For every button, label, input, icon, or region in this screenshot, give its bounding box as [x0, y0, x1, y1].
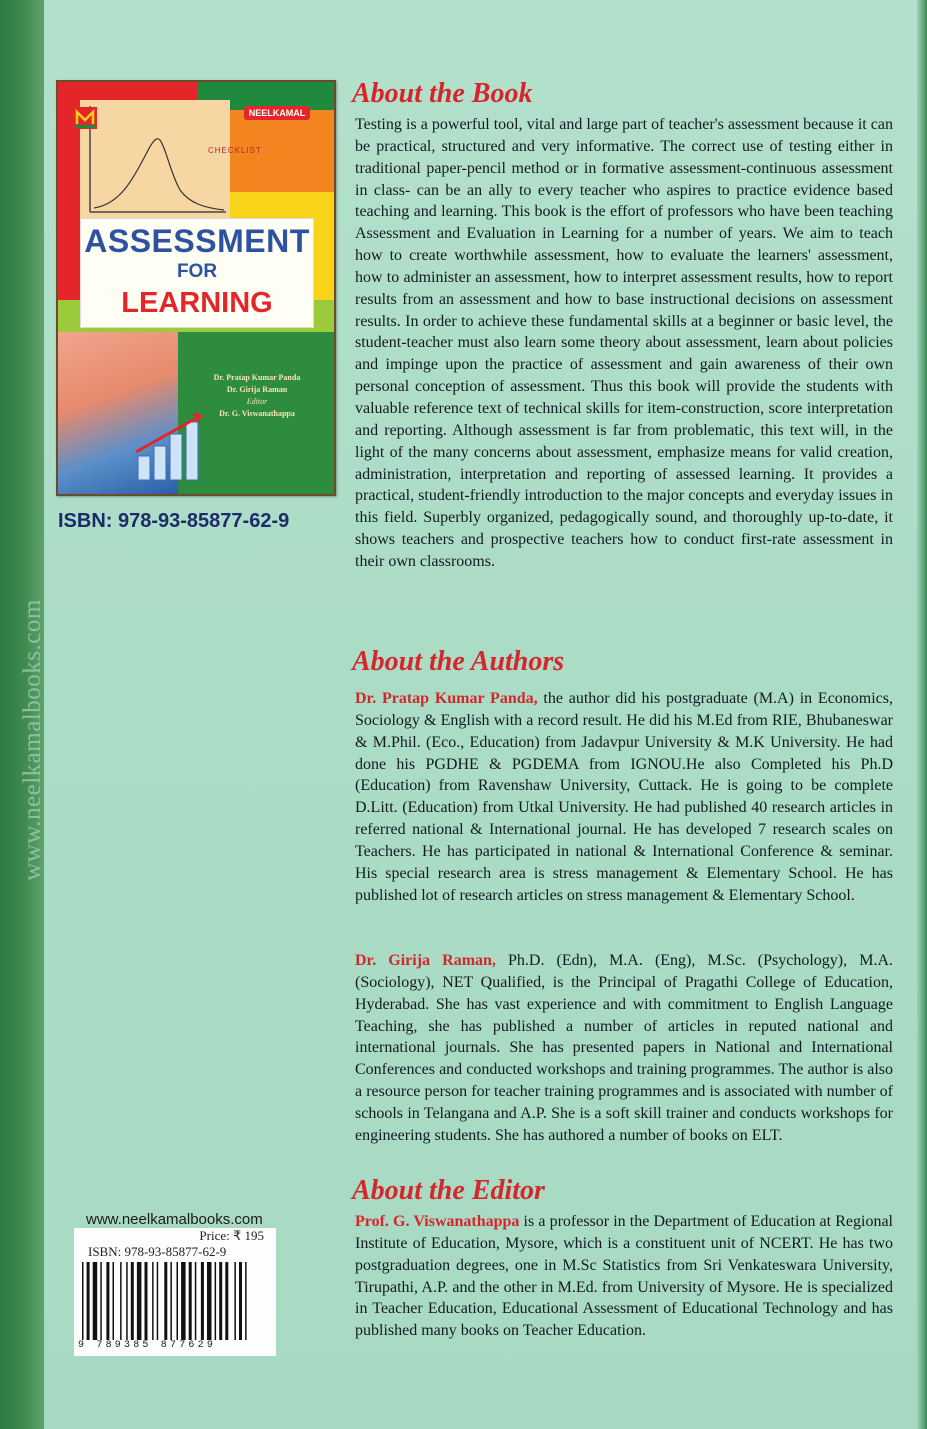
about-authors-heading: About the Authors [352, 646, 565, 677]
cover-checklist-label: CHECKLIST [208, 146, 262, 155]
barcode-stripe [145, 1262, 148, 1340]
barcode-isbn: ISBN: 978-93-85877-62-9 [88, 1244, 227, 1259]
barcode-graphic [80, 1262, 270, 1340]
cover-graph-panel [80, 100, 230, 220]
cover-title-box [80, 218, 314, 328]
barcode-stripe [234, 1262, 236, 1340]
author2-bio [355, 950, 893, 1147]
barcode-stripe [82, 1262, 84, 1340]
barcode-stripe [164, 1262, 167, 1340]
barcode-stripe [181, 1262, 186, 1340]
barcode-stripe [100, 1262, 102, 1340]
cover-title-line3: LEARNING [121, 287, 273, 319]
cover-title-line2: FOR [176, 261, 218, 282]
barcode-stripe [157, 1262, 159, 1340]
cover-author2: Dr. Girija Raman [226, 385, 288, 394]
barcode-digits: 9 789385 877629 [78, 1340, 217, 1351]
cover-title-line1: ASSESSMENT [84, 223, 310, 259]
isbn-large: ISBN: 978-93-85877-62-9 [58, 510, 290, 532]
cover-bar-graphic [134, 412, 214, 482]
barcode-stripe [215, 1262, 217, 1340]
editor-text: is a professor in the Department of Education at Regional Institute of Education, Mysore, which is a constituent unit of NCERT. He has two postgraduation degrees, one in M.Sc Statistics from Sri Venkateswara University, Tirupathi, A.P. and the other in M.Ed. from University of Mysore. He is specialized in Teacher Education, Educational Assessment of Educational Technology and has published many books on Teacher Education. [355, 1213, 893, 1340]
author1-name: Dr. Pratap Kumar Panda, [355, 690, 538, 707]
barcode-stripe [113, 1262, 115, 1340]
barcode-stripe [225, 1262, 228, 1340]
spine-website [18, 560, 48, 920]
barcode-stripe [131, 1262, 134, 1340]
spine-website-text: www.neelkamalbooks.com [19, 599, 47, 881]
barcode-stripe [239, 1262, 242, 1340]
author2-name: Dr. Girija Raman, [355, 952, 496, 969]
editor-name: Prof. G. Viswanathappa [355, 1213, 520, 1230]
publisher-badge: NEELKAMAL [244, 106, 310, 120]
barcode-stripe [93, 1262, 98, 1340]
barcode-stripe [189, 1262, 192, 1340]
barcode-stripe [170, 1262, 172, 1340]
barcode-stripe [219, 1262, 222, 1340]
publisher-logo-icon [72, 106, 98, 130]
author1-bio [355, 688, 893, 906]
cover-editor: Dr. G. Viswanathappa [219, 409, 295, 418]
cover-editor-label: Editor [246, 397, 268, 406]
about-editor-heading: About the Editor [352, 1175, 545, 1206]
barcode-stripe [245, 1262, 247, 1340]
barcode-stripe [201, 1262, 204, 1340]
cover-thumbnail [56, 80, 336, 496]
barcode-stripe [106, 1262, 109, 1340]
barcode-stripe [152, 1262, 154, 1340]
barcode-stripe [120, 1262, 122, 1340]
barcode-stripe [87, 1262, 90, 1340]
barcode-stripe [177, 1262, 179, 1340]
barcode-stripe [195, 1262, 197, 1340]
author1-text: the author did his postgraduate (M.A) in Economics, Sociology & English with a record result. He did his M.Ed from RIE, Bhubaneswar & M.Phil. (Eco., Education) from Jadavpur University & M.K University. He had done his PGDHE & PGDEMA from IGNOU.He also Completed his Ph.D (Education) from Ravenshaw University, Cuttack. He is going to be complete D.Litt. (Education) from Utkal University. He had published 40 research articles in referred national & International journal. He has developed 7 research scales on Teachers. He has participated in national & International Conference & seminar. His special research area is stress management & Elementary School. He has published lot of research articles on stress management & Elementary School. [355, 690, 894, 904]
barcode-website: www.neelkamalbooks.com [86, 1211, 263, 1228]
about-book-heading: About the Book [352, 78, 533, 109]
barcode-stripe [207, 1262, 212, 1340]
cover-author1: Dr. Pratap Kumar Panda [213, 373, 301, 382]
right-edge-strip [917, 0, 927, 1429]
barcode-price: Price: ₹ 195 [199, 1228, 264, 1243]
editor-bio [355, 1211, 893, 1342]
barcode-stripe [137, 1262, 142, 1340]
about-book-text: Testing is a powerful tool, vital and large part of teacher's assessment because it can be practical, structured and very informative. The correct use of testing either in traditional paper-pencil method or in formative assessment-continuous assessment in class- can be an ally to every teacher who aspires to practice evidence based teaching and learning. This book is the effort of professors who have been teaching Assessment and Evaluation in Learning for a number of years. We aim to teach how to create worthwhile assessment, how to evaluate the learners' assessment, how to administer an assessment, how to interpret assessment results, how to report results from an assessment and how to base instructional decisions on assessment results. In order to achieve these fundamental skills at a beginner or basic level, the student-teacher must also learn some theory about assessment, learn about policies and impinge upon the practice of assessment and gain awareness of their own personal conception of assessment. Thus this book will provide the students with valuable reference text of technical skills for item-construction, score interpretation and reporting. Although assessment is far from problematic, this text will, in the light of the many concerns about assessment, emphasize means for valid creation, administration, interpretation and reporting of assessed learning. It provides a practical, student-friendly introduction to the major concepts and everyday issues in this field. Superbly organized, pedagogically sound, and thoroughly up-to-date, it shows teachers and prospective teachers how to conduct first-rate assessment in their own classrooms. [355, 116, 893, 570]
barcode-box [74, 1228, 276, 1356]
author2-text: Ph.D. (Edn), M.A. (Eng), M.Sc. (Psychology), M.A. (Sociology), NET Qualified, is the Principal of Pragathi College of Education, Hyderabad. She has vast experience and with commitment to English Language Teaching, she has published a number of articles in reputed national and international journals. She has presented papers in National and International Conferences and conducted workshops and training programmes. The author is also a resource person for teacher training programmes and is associated with number of schools in Telangana and A.P. She is a soft skill trainer and conducts workshops for engineering students. She has authored a number of books on ELT. [355, 952, 893, 1144]
barcode-stripe [126, 1262, 128, 1340]
